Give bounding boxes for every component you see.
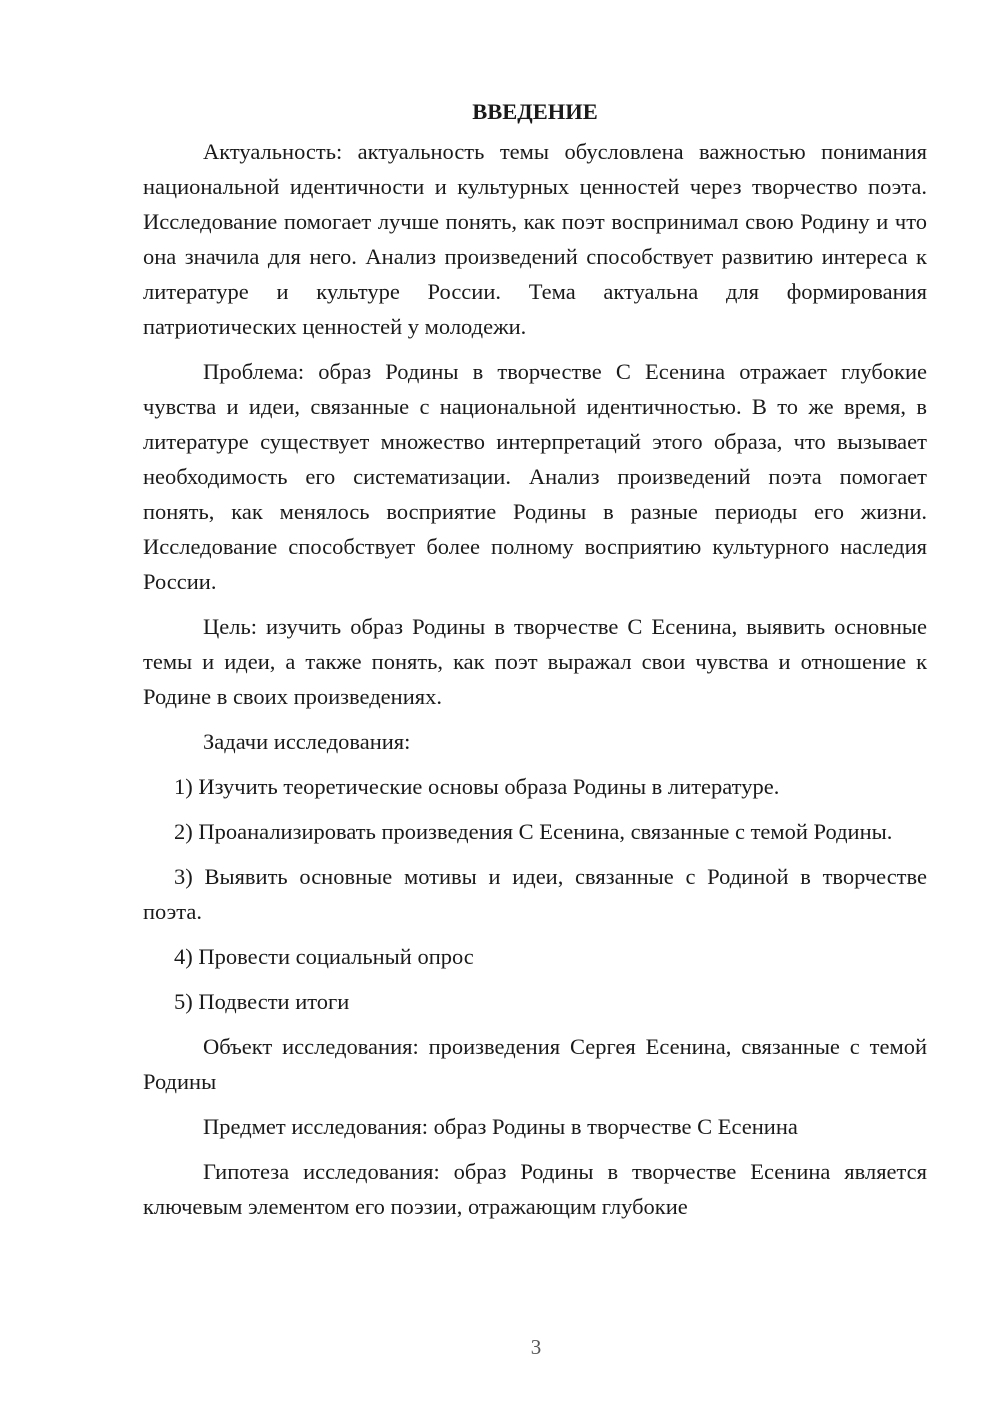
task-item: 2) Проанализировать произведения С Есенина, связанные с темой Родины. bbox=[174, 819, 893, 844]
task-item: 1) Изучить теоретические основы образа Родины в литературе. bbox=[174, 774, 780, 799]
task-item: 3) Выявить основные мотивы и идеи, связанные с Родиной в творчестве поэта. bbox=[143, 864, 927, 924]
task-item: 4) Провести социальный опрос bbox=[174, 944, 474, 969]
paragraph-hypothesis: Гипотеза исследования: образ Родины в творчестве Есенина является ключевым элементом его поэзии, отражающим глубокие bbox=[143, 1159, 927, 1219]
paragraph-object: Объект исследования: произведения Сергея Есенина, связанные с темой Родины bbox=[143, 1034, 927, 1094]
section-heading: ВВЕДЕНИЕ bbox=[472, 99, 598, 124]
page-number: 3 bbox=[530, 1335, 542, 1359]
paragraph-problem: Проблема: образ Родины в творчестве С Есенина отражает глубокие чувства и идеи, связанные с национальной идентичностью. В то же время, в литературе существует множество интерпретаций этого образа, что вызывает необходимость его систематизации. Анализ произведений поэта помогает понять, как менялось восприятие Родины в разные периоды его жизни. Исследование способствует более полному восприятию культурного наследия России. bbox=[143, 359, 927, 594]
paragraph-subject: Предмет исследования: образ Родины в творчестве С Есенина bbox=[203, 1114, 798, 1139]
paragraph-goal: Цель: изучить образ Родины в творчестве С Есенина, выявить основные темы и идеи, а также понять, как поэт выражал свои чувства и отношение к Родине в своих произведениях. bbox=[143, 614, 927, 709]
document-page bbox=[143, 94, 927, 1234]
paragraph-tasks-title: Задачи исследования: bbox=[203, 729, 411, 754]
task-item: 5) Подвести итоги bbox=[174, 989, 350, 1014]
paragraph-relevance: Актуальность: актуальность темы обусловлена важностью понимания национальной идентичности и культурных ценностей через творчество поэта. Исследование помогает лучше понять, как поэт воспринимал свою Родину и что она значила для него. Анализ произведений способствует развитию интереса к литературе и культуре России. Тема актуальна для формирования патриотических ценностей у молодежи. bbox=[143, 139, 927, 339]
